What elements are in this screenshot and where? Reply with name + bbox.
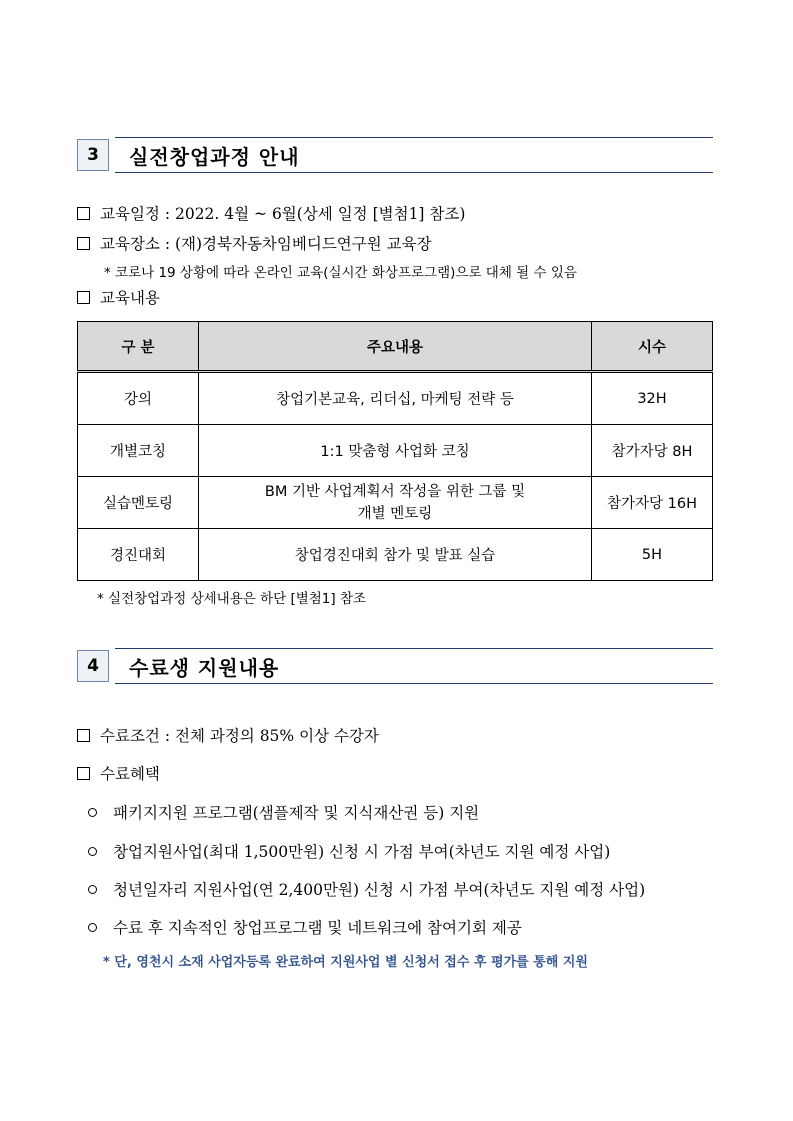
list-item [88, 878, 645, 900]
benefit-text: 패키지지원 프로그램(샘플제작 및 지식재산권 등) 지원 [113, 804, 480, 822]
condition-item [77, 724, 379, 746]
course-table [77, 321, 713, 581]
header-hours: 시수 [592, 322, 713, 372]
section-number: 3 [77, 139, 109, 171]
schedule-text: 교육일정 : 2022. 4월 ~ 6월(상세 일정 [별첨1] 참조) [100, 205, 466, 223]
condition-text: 수료조건 : 전체 과정의 85% 이상 수강자 [100, 727, 379, 745]
checkbox-icon [77, 237, 90, 250]
cell-category: 개별코칭 [78, 425, 199, 477]
table-row [78, 477, 713, 529]
cell-content [199, 477, 592, 529]
content-label: 교육내용 [100, 289, 160, 307]
cell-category: 강의 [78, 372, 199, 425]
venue-note: * 코로나 19 상황에 따라 온라인 교육(실시간 화상프로그램)으로 대체 될 수 있음 [104, 265, 577, 281]
cell-category: 경진대회 [78, 529, 199, 581]
section-number: 4 [77, 650, 109, 682]
circle-bullet-icon [88, 885, 97, 894]
table-row [78, 529, 713, 581]
list-item [88, 840, 610, 862]
cell-hours: 참가자당 16H [592, 477, 713, 529]
support-footnote: * 단, 영천시 소재 사업자등록 완료하여 지원사업 별 신청서 접수 후 평가를 통해 지원 [103, 955, 588, 970]
cell-category: 실습멘토링 [78, 477, 199, 529]
list-item [88, 801, 479, 823]
section-3-header [77, 137, 713, 173]
section-title: 수료생 지원내용 [129, 656, 280, 680]
circle-bullet-icon [88, 847, 97, 856]
header-category: 구 분 [78, 322, 199, 372]
venue-item [77, 232, 432, 254]
checkbox-icon [77, 291, 90, 304]
cell-content: 창업기본교육, 리더십, 마케팅 전략 등 [199, 372, 592, 425]
checkbox-icon [77, 207, 90, 220]
checkbox-icon [77, 729, 90, 742]
cell-content-line: BM 기반 사업계획서 작성을 위한 그룹 및 [264, 483, 526, 500]
cell-content: 창업경진대회 참가 및 발표 실습 [199, 529, 592, 581]
cell-hours: 참가자당 8H [592, 425, 713, 477]
checkbox-icon [77, 767, 90, 780]
table-row [78, 425, 713, 477]
benefit-text: 창업지원사업(최대 1,500만원) 신청 시 가점 부여(차년도 지원 예정 사업) [113, 843, 611, 861]
header-rule-bottom [115, 683, 713, 684]
header-content: 주요내용 [199, 322, 592, 372]
list-item [88, 916, 522, 938]
section-4-header [77, 648, 713, 684]
header-rule-top [115, 137, 713, 138]
venue-text: 교육장소 : (재)경북자동차임베디드연구원 교육장 [100, 235, 432, 253]
benefit-label: 수료혜택 [100, 765, 160, 783]
table-header-row [78, 322, 713, 372]
benefit-text: 청년일자리 지원사업(연 2,400만원) 신청 시 가점 부여(차년도 지원 예정 사업) [113, 881, 646, 899]
circle-bullet-icon [88, 923, 97, 932]
cell-content-line: 개별 멘토링 [357, 505, 433, 522]
table-note: * 실전창업과정 상세내용은 하단 [별첨1] 참조 [97, 591, 367, 607]
header-rule-top [115, 648, 713, 649]
circle-bullet-icon [88, 808, 97, 817]
cell-content: 1:1 맞춤형 사업화 코칭 [199, 425, 592, 477]
cell-hours: 5H [592, 529, 713, 581]
section-title: 실전창업과정 안내 [129, 145, 300, 169]
table-row [78, 372, 713, 425]
benefit-text: 수료 후 지속적인 창업프로그램 및 네트워크에 참여기회 제공 [113, 919, 522, 937]
cell-hours: 32H [592, 372, 713, 425]
header-rule-bottom [115, 172, 713, 173]
schedule-item [77, 202, 465, 224]
benefit-item [77, 762, 160, 784]
content-item [77, 286, 160, 308]
